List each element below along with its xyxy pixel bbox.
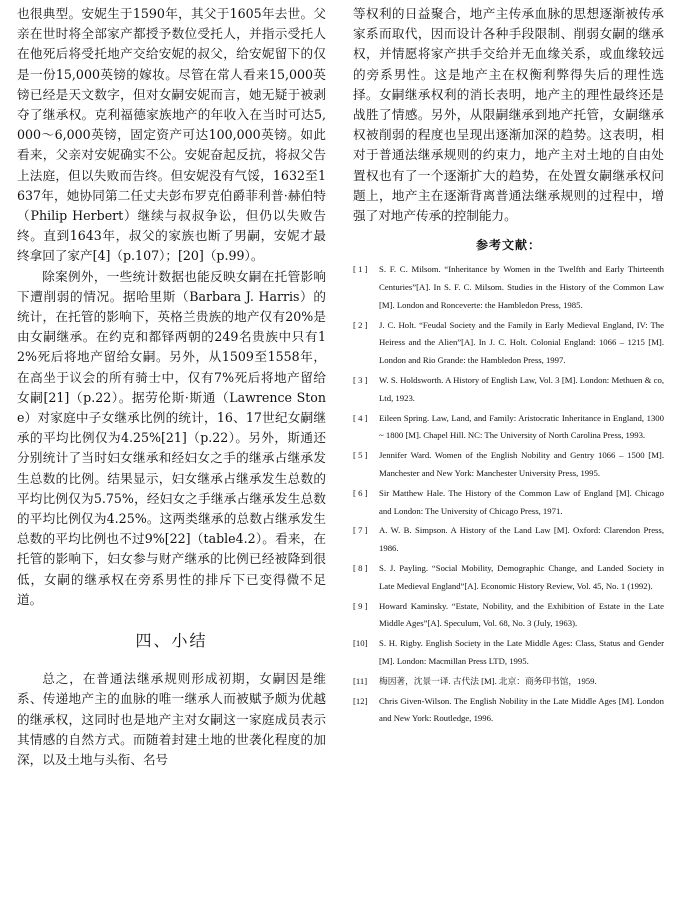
reference-number: [11] — [353, 675, 368, 686]
reference-item — [353, 522, 664, 558]
reference-text: Chris Given-Wilson. The English Nobility in the Late Middle Ages [M]. London and New York: Routledge, 1996. — [379, 695, 664, 724]
reference-text: 梅因著，沈景一译. 古代法 [M]. 北京：商务印书馆，1959. — [379, 675, 597, 686]
reference-item — [353, 560, 664, 596]
reference-text: S. F. C. Milsom. “Inheritance by Women in the Twelfth and Early Thirteenth Centuries”[A]. In S. F. C. Milsom. Studies in the History of the Common Law [M]. London and Ronceverte: the Hambledon Press, 1985. — [379, 264, 664, 310]
reference-text: S. H. Rigby. English Society in the Late Middle Ages: Class, Status and Gender [M]. London: Macmillan Press LTD, 1995. — [379, 638, 664, 666]
reference-item — [353, 693, 664, 729]
right-column — [353, 4, 664, 730]
reference-number: [ 8 ] — [353, 562, 368, 573]
reference-item — [353, 261, 664, 314]
conclusion-paragraph: 总之，在普通法继承规则形成初期，女嗣因是维系、传递地产主的血脉的唯一继承人而被赋予颇为优越的继承权，这同时也是地产主对女嗣这一家庭成员表示其情感的自然方式。而随着封建土地的世袭化程度的加深，以及土地与头衔、名号 — [17, 671, 326, 767]
section-heading: 四、小结 — [135, 631, 208, 651]
references-heading: 参考文献： — [475, 238, 541, 253]
reference-number: [ 2 ] — [353, 319, 368, 330]
reference-number: [ 6 ] — [353, 487, 368, 498]
reference-text: Eileen Spring. Law, Land, and Family: Aristocratic Inheritance in England, 1300 ~ 1800 [M]. Chapel Hill. NC: The University of North Carolina Press, 1993. — [379, 412, 664, 441]
reference-number: [ 1 ] — [353, 264, 368, 275]
reference-number: [ 7 ] — [353, 525, 368, 536]
reference-number: [ 4 ] — [353, 412, 368, 423]
reference-item — [353, 317, 664, 370]
body-paragraph-2: 除案例外，一些统计数据也能反映女嗣在托管影响下遭削弱的情况。据哈里斯（Barbara J. Harris）的统计，在托管的影响下，英格兰贵族的地产仅有20%是由女嗣继承。在约克和都铎两朝的249名贵族中只有12%死后将地产留给女嗣。另外，从1509至1558年，在高坐于议会的所有骑士中，仅有7%死后将地产留给女嗣[21]（p.22）。据劳伦斯·斯通（Lawrence Stone）对家庭中子女继承比例的统计，16、17世纪女嗣继承的平均比例仅为4.25%[21]（p.22）。另外，斯通还分别统计了当时妇女继承和经妇女之手的继承占继承发生总数的比例。结果显示，妇女继承占继承发生总数的平均比例仅为5.75%，经妇女之手继承占继承发生总数的平均比例仅为4.25%。这两类继承的总数占继承发生总数的平均比例也不过9%[22]（table4.2）。看来，在托管的影响下，妇女参与财产继承的比例已经被降到很低，女嗣的继承权在旁系男性的排斥下已变得微不足道。 — [17, 268, 326, 607]
reference-text: J. C. Holt. “Feudal Society and the Family in Early Medieval England, IV: The Heiress and the Alien”[A]. In J. C. Holt. Colonial England: 1066 – 1215 [M]. London and Rio Grande: the Hambledon Press, 1997. — [379, 319, 664, 366]
body-paragraph-1: 也很典型。安妮生于1590年，其父于1605年去世。父亲在世时将全部家产都授予数位受托人，并指示受托人在他死后将受托地产交给安妮的叔父，给安妮留下的仅是一份15,000英镑的嫁妆。尽管在常人看来15,000英镑已经是天文数字，但对女嗣安妮而言，她无疑于被剥夺了继承权。克利福德家族地产的年收入在当时可达5,000～6,000英镑，固定资产可达100,000英镑。如此看来，父亲对安妮确实不公。安妮奋起反抗，将叔父告上法庭，但以失败而告终。但安妮没有气馁，1632至1637年，她协同第二任丈夫彭布罗克伯爵菲利普·赫伯特（Philip Herbert）继续与叔叔争讼，但仍以失败告终。直到1643年，叔父的家族也断了男嗣，安妮才最终拿回了家产[4]（p.107）；[20]（p.99）。 — [17, 6, 326, 264]
reference-text: Sir Matthew Hale. The History of the Common Law of England [M]. Chicago and London: The University of Chicago Press, 1971. — [379, 487, 664, 516]
reference-number: [10] — [353, 638, 368, 649]
reference-text: A. W. B. Simpson. A History of the Land Law [M]. Oxford: Clarendon Press, 1986. — [379, 525, 664, 554]
reference-item — [353, 485, 664, 521]
reference-item — [353, 635, 664, 671]
references-list — [353, 261, 664, 728]
reference-number: [ 3 ] — [353, 375, 368, 386]
reference-number: [ 5 ] — [353, 450, 368, 461]
reference-item — [353, 372, 664, 408]
reference-item — [353, 447, 664, 483]
reference-number: [ 9 ] — [353, 600, 368, 611]
reference-text: Howard Kaminsky. “Estate, Nobility, and the Exhibition of Estate in the Late Middle Ages”[A]. Speculum, Vol. 68, No. 3 (July, 1963). — [379, 600, 664, 629]
reference-item — [353, 673, 664, 691]
body-paragraph-continued: 等权利的日益聚合，地产主传承血脉的思想逐渐被传承家系而取代，因而设计各种手段限制、削弱女嗣的继承权，并情愿将家产拱手交给并无血缘关系，或血缘较远的旁系男性。这是地产主在权衡利弊得失后的理性选择。女嗣继承权利的消长表明，地产主的理性最终还是战胜了情感。另外，从限嗣继承到地产托管，女嗣继承权被削弱的程度也呈现出逐渐加深的趋势。这表明，相对于普通法继承规则的约束力，地产主对土地的自由处置权也有了一个逐渐扩大的趋势，在处置女嗣继承权问题上，地产主在逐渐背离普通法继承规则的过程中，增强了对地产传承的控制能力。 — [353, 6, 664, 224]
reference-item — [353, 410, 664, 446]
reference-text: S. J. Payling. “Social Mobility, Demographic Change, and Landed Society in Late Medieval England”[A]. Economic History Review, Vol. 45, No. 1 (1992). — [379, 562, 664, 591]
reference-text: W. S. Holdsworth. A History of English Law, Vol. 3 [M]. London: Methuen & co, Ltd, 1923. — [379, 375, 664, 403]
reference-number: [12] — [353, 695, 368, 706]
reference-item — [353, 598, 664, 634]
left-column — [17, 4, 326, 770]
reference-text: Jennifer Ward. Women of the English Nobility and Gentry 1066 – 1500 [M]. Manchester and New York: Manchester University Press, 1995. — [379, 450, 664, 478]
